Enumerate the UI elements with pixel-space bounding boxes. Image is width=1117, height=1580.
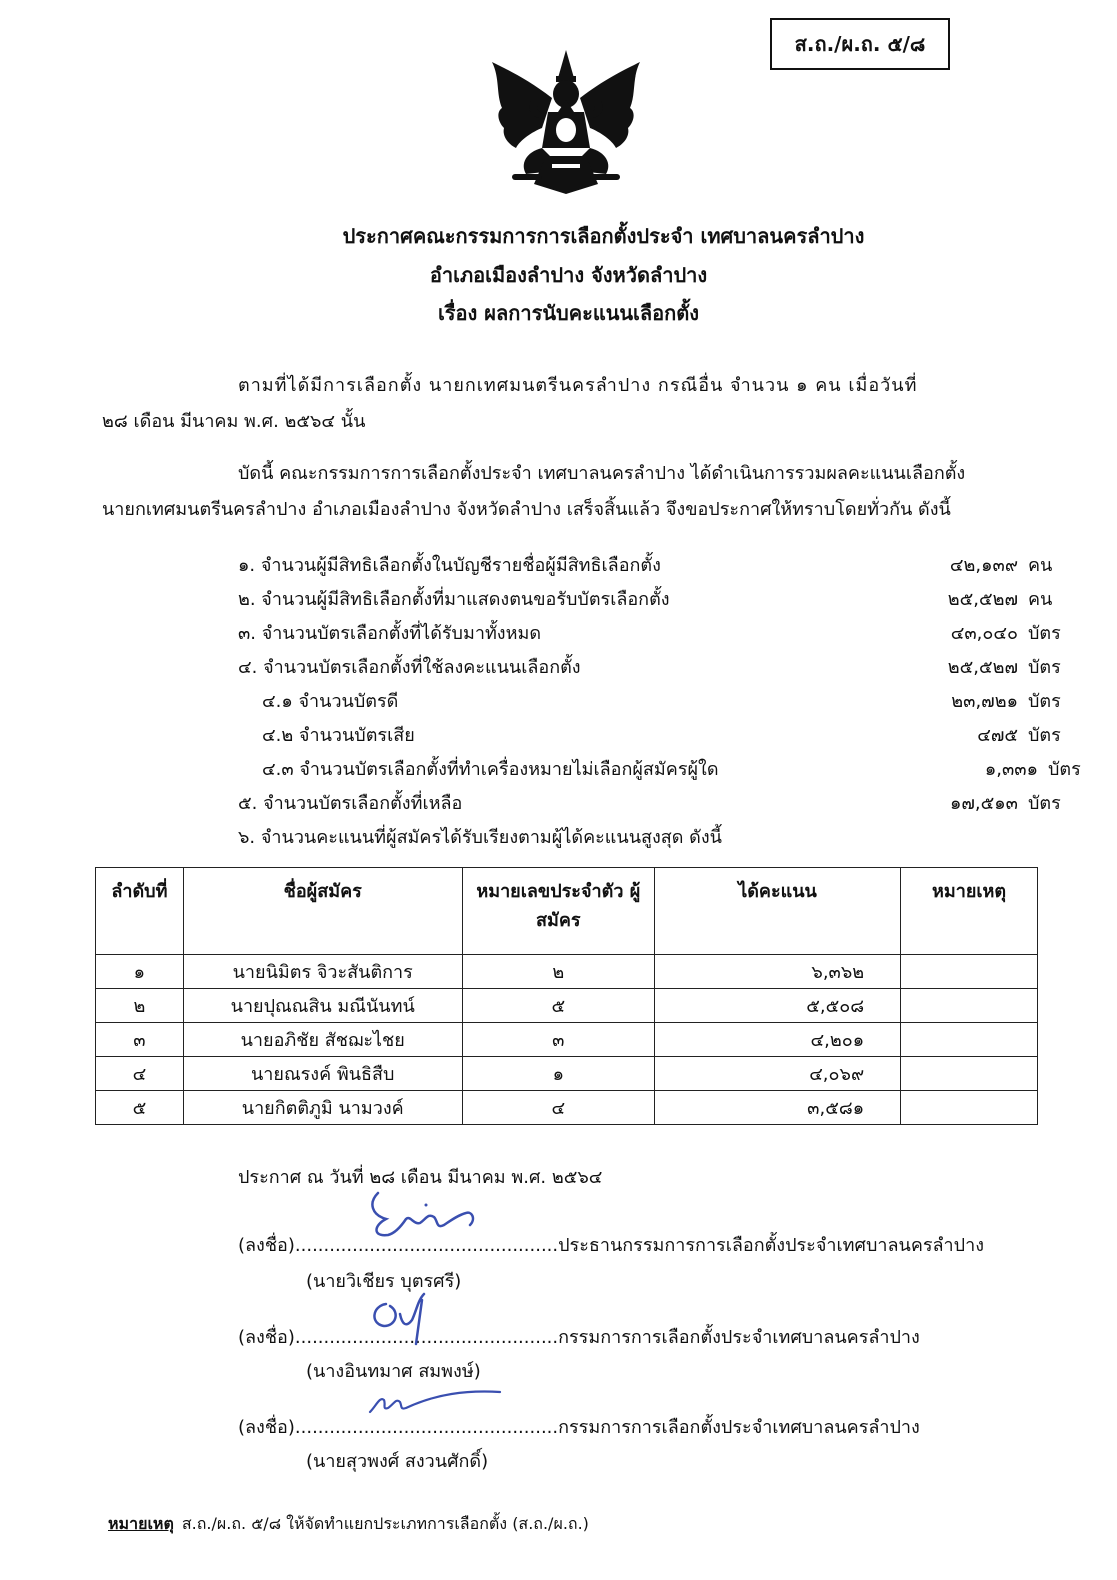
stat-label: ๔.๒ จำนวนบัตรเสีย <box>262 725 415 746</box>
table-row <box>96 1057 1038 1091</box>
signature-scribble-icon <box>366 1386 506 1420</box>
signature-line-member-2 <box>238 1412 920 1441</box>
stat-value: ๔๒,๑๓๙ <box>949 555 1018 576</box>
stat-label: ๔.๓ จำนวนบัตรเลือกตั้งที่ทำเครื่องหมายไม่เลือกผู้สมัครผู้ใด <box>262 759 719 780</box>
cell-order: ๒ <box>96 989 184 1023</box>
stat-unit: บัตร <box>1028 793 1061 814</box>
table-row <box>96 955 1038 989</box>
stat-label: ๑. จำนวนผู้มีสิทธิเลือกตั้งในบัญชีรายชื่อผู้มีสิทธิเลือกตั้ง <box>238 555 661 576</box>
stat-value: ๑๗,๕๑๓ <box>949 793 1018 814</box>
intro-paragraph-1-line-1: ตามที่ได้มีการเลือกตั้ง นายกเทศมนตรีนครลำปาง กรณีอื่น จำนวน ๑ คน เมื่อวันที่ <box>238 375 918 396</box>
signature-line-member-1 <box>238 1322 920 1351</box>
footnote <box>108 1512 589 1537</box>
cell-score: ๖,๓๖๒ <box>654 955 900 989</box>
cell-candidate-name: นายกิตติภูมิ นามวงค์ <box>183 1091 462 1125</box>
form-code-box: ส.ถ./ผ.ถ. ๕/๘ <box>770 18 950 70</box>
table-row <box>96 1023 1038 1057</box>
cell-order: ๕ <box>96 1091 184 1125</box>
header-note: หมายเหตุ <box>901 868 1038 955</box>
signature-line-chair <box>238 1230 984 1259</box>
stat-unit: บัตร <box>1028 691 1061 712</box>
stat-unit: บัตร <box>1028 725 1061 746</box>
stat-unit: บัตร <box>1048 759 1081 780</box>
signature-role: กรรมการการเลือกตั้งประจำเทศบาลนครลำปาง <box>558 1327 920 1348</box>
header-candidate-number: หมายเลขประจำตัว ผู้สมัคร <box>462 868 654 955</box>
cell-score: ๕,๕๐๘ <box>654 989 900 1023</box>
intro-paragraph-1-line-2: ๒๘ เดือน มีนาคม พ.ศ. ๒๕๖๔ นั้น <box>102 411 366 432</box>
stat-value: ๔๓,๐๔๐ <box>950 623 1018 644</box>
cell-note <box>901 989 1038 1023</box>
signature-name-chair: (นายวิเชียร บุตรศรี) <box>306 1271 462 1292</box>
announcement-title: ประกาศคณะกรรมการการเลือกตั้งประจำ เทศบาลนครลำปาง <box>342 224 865 248</box>
stat-value: ๒๓,๗๒๑ <box>951 691 1018 712</box>
cell-score: ๔,๒๐๑ <box>654 1023 900 1057</box>
signature-name-member-2: (นายสุวพงศ์ สงวนศักดิ์) <box>306 1451 489 1472</box>
cell-order: ๑ <box>96 955 184 989</box>
cell-note <box>901 1091 1038 1125</box>
cell-candidate-name: นายนิมิตร จิวะสันติการ <box>183 955 462 989</box>
cell-note <box>901 1057 1038 1091</box>
stat-value: ๔๗๕ <box>977 725 1018 746</box>
cell-candidate-number: ๒ <box>462 955 654 989</box>
announcement-district: อำเภอเมืองลำปาง จังหวัดลำปาง <box>429 263 708 287</box>
cell-candidate-name: นายณรงค์ พินธิสืบ <box>183 1057 462 1091</box>
header-score: ได้คะแนน <box>654 868 900 955</box>
stat-label: ๕. จำนวนบัตรเลือกตั้งที่เหลือ <box>238 793 463 814</box>
signature-scribble-icon <box>366 1290 446 1346</box>
signature-dots: .............................................. <box>294 1417 559 1438</box>
signature-scribble-icon <box>366 1185 486 1245</box>
cell-candidate-number: ๔ <box>462 1091 654 1125</box>
stat-unit: คน <box>1028 555 1053 576</box>
intro-paragraph-2-line-2: นายกเทศมนตรีนครลำปาง อำเภอเมืองลำปาง จังหวัดลำปาง เสร็จสิ้นแล้ว จึงขอประกาศให้ทราบโดยทั่วกัน ดังนี้ <box>102 499 951 520</box>
cell-note <box>901 1023 1038 1057</box>
cell-candidate-name: นายปุณณสิน มณีนันทน์ <box>183 989 462 1023</box>
garuda-emblem-icon <box>486 48 646 198</box>
cell-candidate-name: นายอภิชัย สัชฌะไชย <box>183 1023 462 1057</box>
stat-label: ๓. จำนวนบัตรเลือกตั้งที่ได้รับมาทั้งหมด <box>238 623 542 644</box>
signature-prefix: (ลงชื่อ) <box>238 1235 295 1256</box>
results-table <box>95 867 1038 1125</box>
announcement-subject: เรื่อง ผลการนับคะแนนเลือกตั้ง <box>437 301 700 325</box>
cell-candidate-number: ๕ <box>462 989 654 1023</box>
signature-dots: .............................................. <box>294 1327 559 1348</box>
footnote-label: หมายเหตุ <box>108 1514 174 1533</box>
footnote-text: ส.ถ./ผ.ถ. ๕/๘ ให้จัดทำแยกประเภทการเลือกตั้ง (ส.ถ./ผ.ถ.) <box>181 1514 589 1533</box>
intro-paragraph-2-line-1: บัดนี้ คณะกรรมการการเลือกตั้งประจำ เทศบาลนครลำปาง ได้ดำเนินการรวมผลคะแนนเลือกตั้ง <box>238 463 966 484</box>
stat-label: ๔.๑ จำนวนบัตรดี <box>262 691 399 712</box>
signature-role: ประธานกรรมการการเลือกตั้งประจำเทศบาลนครลำปาง <box>558 1235 984 1256</box>
header-candidate-name: ชื่อผู้สมัคร <box>183 868 462 955</box>
signature-prefix: (ลงชื่อ) <box>238 1417 295 1438</box>
stat-unit: บัตร <box>1028 657 1061 678</box>
signature-name-member-1: (นางอินทมาศ สมพงษ์) <box>306 1361 481 1382</box>
table-row <box>96 989 1038 1023</box>
stat-label: ๔. จำนวนบัตรเลือกตั้งที่ใช้ลงคะแนนเลือกตั้ง <box>238 657 581 678</box>
stat-label: ๒. จำนวนผู้มีสิทธิเลือกตั้งที่มาแสดงตนขอรับบัตรเลือกตั้ง <box>238 589 670 610</box>
header-order: ลำดับที่ <box>96 868 184 955</box>
stat-value: ๑,๓๓๑ <box>984 759 1038 780</box>
cell-candidate-number: ๑ <box>462 1057 654 1091</box>
table-header-row <box>96 868 1038 955</box>
cell-score: ๓,๕๘๑ <box>654 1091 900 1125</box>
stat-value: ๒๕,๕๒๗ <box>947 589 1018 610</box>
cell-note <box>901 955 1038 989</box>
stat-value: ๒๕,๕๒๗ <box>947 657 1018 678</box>
signature-prefix: (ลงชื่อ) <box>238 1327 295 1348</box>
signature-role: กรรมการการเลือกตั้งประจำเทศบาลนครลำปาง <box>558 1417 920 1438</box>
announcement-date: ประกาศ ณ วันที่ ๒๘ เดือน มีนาคม พ.ศ. ๒๕๖๔ <box>238 1167 603 1188</box>
cell-order: ๓ <box>96 1023 184 1057</box>
signature-dots: .............................................. <box>294 1235 559 1256</box>
table-row <box>96 1091 1038 1125</box>
stat-label: ๖. จำนวนคะแนนที่ผู้สมัครได้รับเรียงตามผู้ได้คะแนนสูงสุด ดังนี้ <box>238 827 722 848</box>
stat-unit: คน <box>1028 589 1053 610</box>
cell-candidate-number: ๓ <box>462 1023 654 1057</box>
stat-unit: บัตร <box>1028 623 1061 644</box>
cell-score: ๔,๐๖๙ <box>654 1057 900 1091</box>
cell-order: ๔ <box>96 1057 184 1091</box>
